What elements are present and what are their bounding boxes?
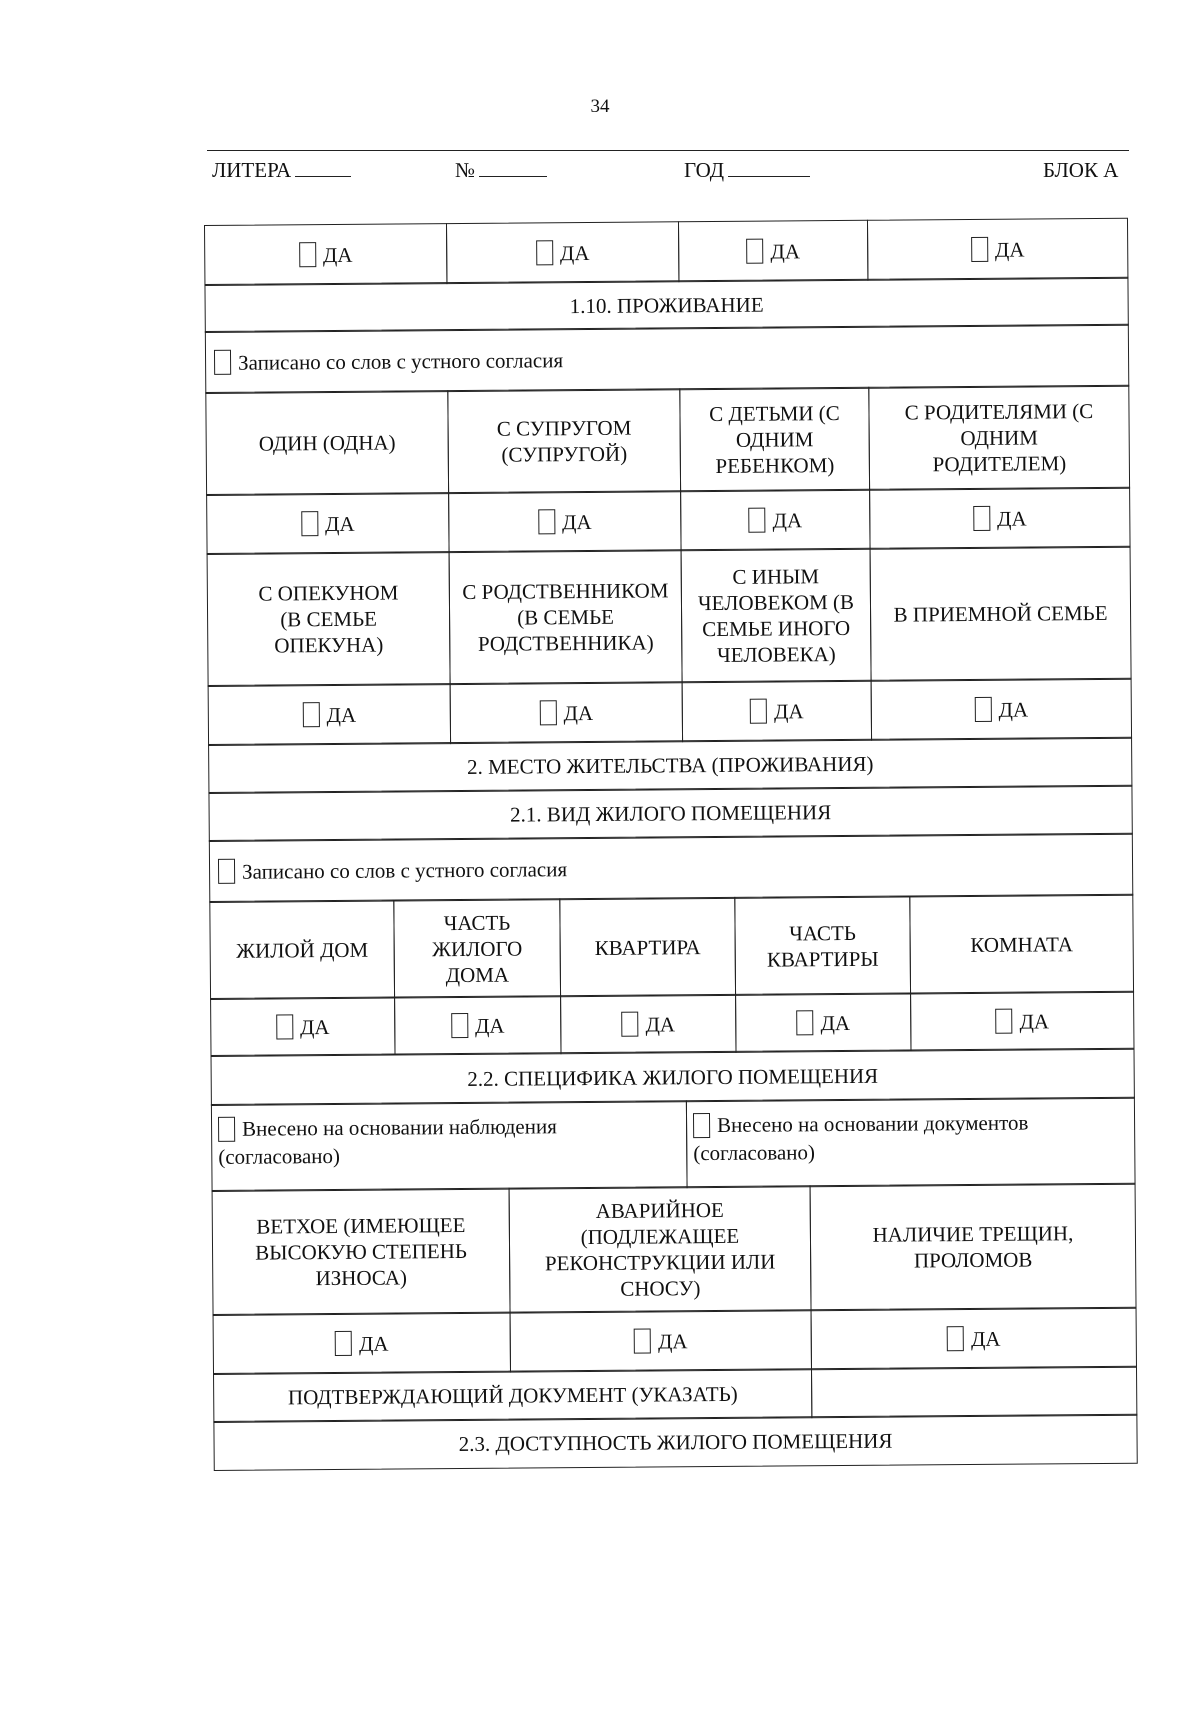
- checkbox[interactable]: [746, 239, 763, 264]
- yes-label: ДА: [996, 506, 1027, 531]
- option-foster-family: В ПРИЕМНОЙ СЕМЬЕ: [870, 546, 1132, 682]
- yes-label: ДА: [559, 240, 590, 265]
- yes-cell: [680, 489, 870, 551]
- section-2-3-title-row: [213, 1415, 1137, 1471]
- note-observation: [211, 1100, 688, 1192]
- checkbox[interactable]: [302, 702, 319, 727]
- yes-label: ДА: [994, 237, 1025, 262]
- yes-label: ДА: [299, 1014, 330, 1039]
- yes-row-living-1: [206, 488, 1130, 555]
- recorded-note: [205, 324, 1129, 394]
- yes-cell: [510, 1309, 812, 1372]
- recorded-note-row: [209, 834, 1133, 903]
- housing-type-row: [209, 895, 1134, 1000]
- checkbox[interactable]: [621, 1012, 638, 1037]
- yes-label: ДА: [474, 1013, 505, 1038]
- option-cracks: НАЛИЧИЕ ТРЕЩИН, ПРОЛОМОВ: [810, 1183, 1137, 1312]
- recorded-note-text: Записано со слов с устного согласия: [241, 856, 568, 884]
- yes-cell: [210, 997, 395, 1057]
- yes-cell: [448, 490, 681, 553]
- litera-label: ЛИТЕРА: [212, 158, 292, 182]
- number-label: №: [455, 158, 476, 182]
- yes-cell: [869, 487, 1130, 550]
- checkbox[interactable]: [538, 509, 555, 534]
- note-documents: [686, 1097, 1136, 1189]
- yes-row-condition: [213, 1308, 1137, 1375]
- yes-cell: [450, 681, 683, 744]
- checkbox[interactable]: [301, 511, 318, 536]
- page-number: 34: [590, 96, 610, 117]
- yes-label: ДА: [1019, 1008, 1050, 1034]
- note-agreed-text: (согласовано): [218, 1143, 341, 1169]
- option-with-children: С ДЕТЬМИ (С ОДНИМ РЕБЕНКОМ): [679, 387, 870, 492]
- checkbox[interactable]: [693, 1113, 710, 1138]
- year-label: ГОД: [684, 158, 725, 182]
- yes-cell: [206, 492, 449, 555]
- yes-label: ДА: [561, 509, 592, 534]
- option-with-other-person: С ИНЫМ ЧЕЛОВЕКОМ (В СЕМЬЕ ИНОГО ЧЕЛОВЕКА): [681, 548, 872, 683]
- option-with-relative: С РОДСТВЕННИКОМ (В СЕМЬЕ РОДСТВЕННИКА): [449, 549, 683, 685]
- yes-cell: [204, 223, 447, 286]
- yes-cell: [394, 995, 561, 1055]
- checkbox[interactable]: [971, 237, 988, 262]
- option-room: КОМНАТА: [909, 894, 1134, 995]
- checkbox[interactable]: [750, 699, 767, 724]
- checkbox[interactable]: [214, 350, 231, 375]
- living-options-row-2: [207, 547, 1132, 687]
- checkbox[interactable]: [634, 1329, 651, 1354]
- yes-cell: [871, 678, 1132, 741]
- yes-label: ДА: [998, 697, 1029, 722]
- yes-label: ДА: [772, 507, 803, 533]
- checkbox[interactable]: [451, 1013, 468, 1038]
- header-rule: [207, 150, 1129, 151]
- yes-label: ДА: [657, 1328, 688, 1353]
- basis-notes-row: [211, 1098, 1136, 1192]
- yes-row-living-2: [208, 679, 1132, 746]
- yes-label: ДА: [820, 1010, 851, 1035]
- confirming-document-input[interactable]: [811, 1366, 1137, 1419]
- yes-cell: [867, 218, 1128, 281]
- yes-cell: [560, 994, 736, 1054]
- yes-label: ДА: [770, 238, 801, 264]
- block-label: БЛОК А: [1043, 158, 1119, 182]
- condition-options-row: [212, 1184, 1137, 1316]
- option-part-of-house: ЧАСТЬ ЖИЛОГО ДОМА: [393, 898, 561, 998]
- confirming-document-label: ПОДТВЕРЖДАЮЩИЙ ДОКУМЕНТ (УКАЗАТЬ): [213, 1368, 813, 1423]
- yes-label: ДА: [326, 702, 357, 727]
- section-title: 1.10. ПРОЖИВАНИЕ: [204, 277, 1128, 333]
- yes-label: ДА: [563, 700, 594, 725]
- section-title: 2.3. ДОСТУПНОСТЬ ЖИЛОГО ПОМЕЩЕНИЯ: [213, 1414, 1137, 1471]
- option-alone: ОДИН (ОДНА): [205, 390, 449, 496]
- yes-row-top: [204, 219, 1128, 286]
- section-title: 2.2. СПЕЦИФИКА ЖИЛОГО ПОМЕЩЕНИЯ: [211, 1048, 1135, 1106]
- recorded-note-text: Записано со слов с устного согласия: [237, 347, 564, 375]
- year-field: [684, 158, 810, 183]
- checkbox[interactable]: [973, 506, 990, 531]
- section-title: 2. МЕСТО ЖИТЕЛЬСТВА (ПРОЖИВАНИЯ): [208, 737, 1132, 794]
- yes-row-housing-type: [210, 992, 1134, 1057]
- option-part-of-apartment: ЧАСТЬ КВАРТИРЫ: [734, 895, 911, 995]
- option-dilapidated: ВЕТХОЕ (ИМЕЮЩЕЕ ВЫСОКУЮ СТЕПЕНЬ ИЗНОСА): [212, 1188, 511, 1316]
- checkbox[interactable]: [995, 1009, 1012, 1034]
- yes-label: ДА: [322, 242, 353, 267]
- option-residential-house: ЖИЛОЙ ДОМ: [209, 900, 395, 1000]
- yes-cell: [213, 1312, 511, 1375]
- year-input[interactable]: [728, 158, 810, 177]
- checkbox[interactable]: [539, 700, 556, 725]
- section-title: 2.1. ВИД ЖИЛОГО ПОМЕЩЕНИЯ: [208, 785, 1132, 842]
- yes-label: ДА: [645, 1011, 676, 1037]
- yes-cell: [682, 680, 872, 742]
- yes-cell: [678, 220, 868, 282]
- yes-label: ДА: [970, 1326, 1001, 1351]
- checkbox[interactable]: [218, 1116, 235, 1141]
- yes-label: ДА: [773, 698, 804, 724]
- checkbox[interactable]: [536, 240, 553, 265]
- form-header: [212, 158, 1127, 192]
- yes-cell: [208, 683, 451, 746]
- note-observation-text: Внесено на основании наблюдения: [241, 1114, 557, 1141]
- recorded-note: [209, 833, 1133, 903]
- option-emergency: АВАРИЙНОЕ (ПОДЛЕЖАЩЕЕ РЕКОНСТРУКЦИИ ИЛИ СНОСУ): [509, 1185, 812, 1313]
- living-options-row-1: [205, 386, 1130, 496]
- checkbox[interactable]: [796, 1010, 813, 1035]
- recorded-note-row: [205, 325, 1129, 394]
- yes-cell: [735, 992, 911, 1052]
- checkbox[interactable]: [947, 1326, 964, 1351]
- option-with-spouse: С СУПРУГОМ (СУПРУГОЙ): [447, 388, 681, 494]
- option-with-parents: С РОДИТЕЛЯМИ (С ОДНИМ РОДИТЕЛЕМ): [868, 385, 1130, 491]
- note-documents-text: Внесено на основании документов: [716, 1110, 1029, 1137]
- yes-label: ДА: [324, 511, 355, 536]
- yes-cell: [446, 221, 679, 284]
- checkbox[interactable]: [335, 1331, 352, 1356]
- checkbox[interactable]: [748, 508, 765, 533]
- yes-cell: [910, 991, 1134, 1052]
- litera-field: [212, 158, 351, 183]
- checkbox[interactable]: [299, 242, 316, 267]
- litera-input[interactable]: [295, 158, 351, 177]
- yes-label: ДА: [358, 1331, 389, 1356]
- option-apartment: КВАРТИРА: [559, 897, 736, 997]
- option-with-guardian: С ОПЕКУНОМ (В СЕМЬЕ ОПЕКУНА): [207, 551, 451, 687]
- yes-cell: [811, 1307, 1137, 1371]
- number-input[interactable]: [479, 158, 547, 177]
- survey-form-table: [204, 219, 1140, 1496]
- number-field: [455, 158, 547, 183]
- checkbox[interactable]: [218, 859, 235, 884]
- checkbox[interactable]: [276, 1014, 293, 1039]
- note-agreed-text: (согласовано): [693, 1140, 816, 1166]
- checkbox[interactable]: [974, 697, 991, 722]
